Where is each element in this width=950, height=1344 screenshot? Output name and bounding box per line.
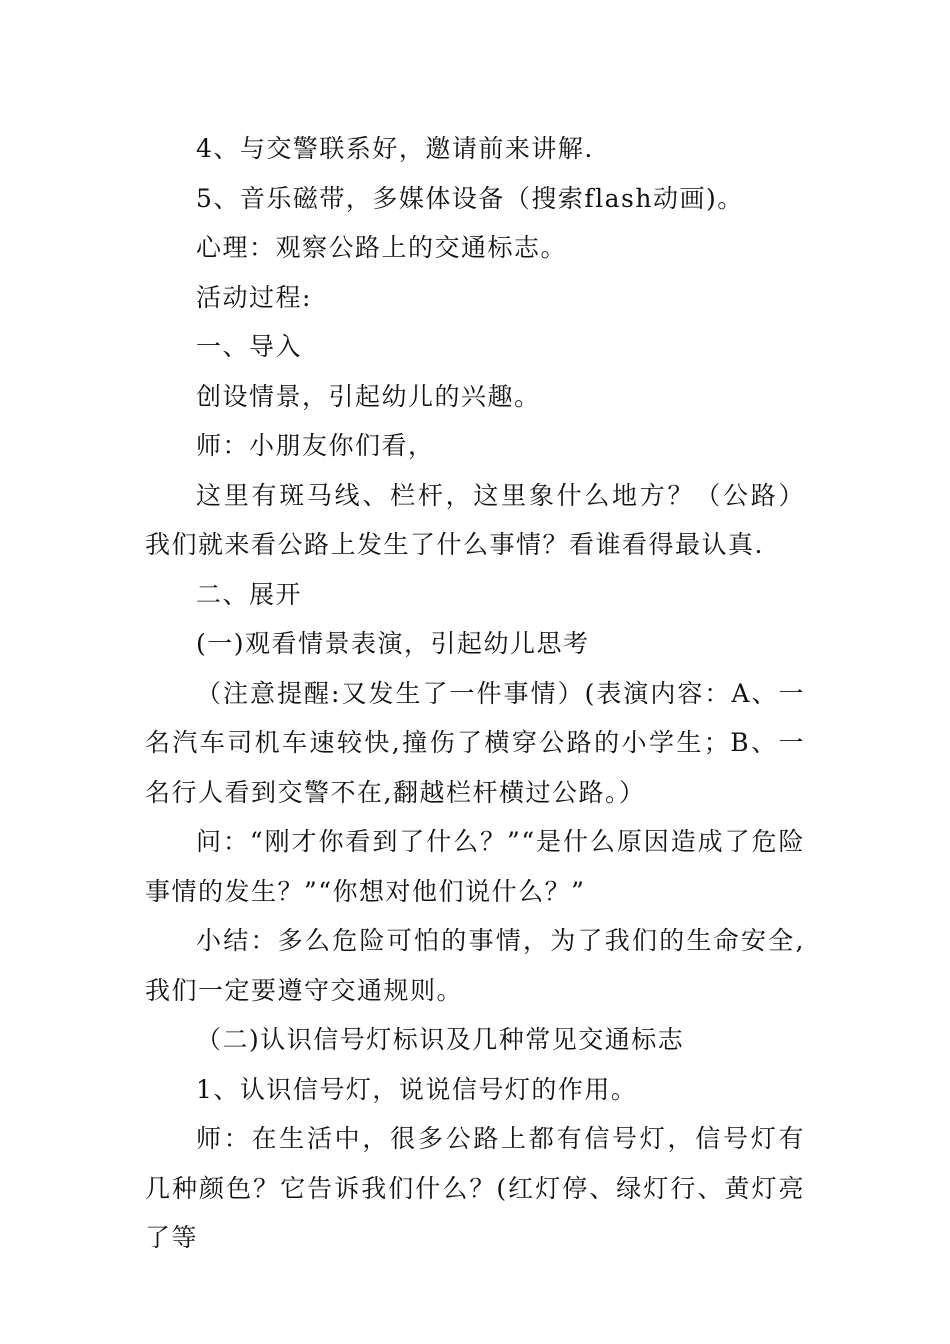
document-body [145,124,805,1263]
paragraph: （注意提醒:又发生了一件事情）(表演内容：A、一名汽车司机车速较快,撞伤了横穿公路的小学生；B、一名行人看到交警不在,翻越栏杆横过公路。） [145,678,805,807]
paragraph: 小结：多么危险可怕的事情，为了我们的生命安全,我们一定要遵守交通规则。 [145,926,805,1005]
section-heading: 一、导入 [196,332,303,361]
section-heading: 二、展开 [196,579,303,609]
paragraph: 活动过程: [196,282,312,312]
subsection-heading: (一)观看情景表演，引起幼儿思考 [196,629,590,658]
paragraph: 问：“刚才你看到了什么？”“是什么原因造成了危险事情的发生？”“你想对他们说什么？” [145,827,805,906]
paragraph: 师：在生活中，很多公路上都有信号灯，信号灯有几种颜色？它告诉我们什么？(红灯停、绿灯行、黄灯亮了等 [145,1124,805,1252]
subsection-heading: （二)认识信号灯标识及几种常见交通标志 [196,1025,685,1054]
paragraph: 心理：观察公路上的交通标志。 [196,233,568,262]
paragraph: 1、认识信号灯，说说信号灯的作用。 [196,1074,638,1104]
paragraph: 这里有斑马线、栏杆，这里象什么地方？（公路）我们就来看公路上发生了什么事情？看谁看得最认真. [145,480,805,559]
paragraph: 4、与交警联系好，邀请前来讲解. [196,134,594,163]
paragraph: 5、音乐磁带，多媒体设备（搜索flash动画)。 [196,183,744,213]
paragraph: 师：小朋友你们看， [196,431,435,460]
paragraph: 创设情景，引起幼儿的兴趣。 [196,381,541,411]
